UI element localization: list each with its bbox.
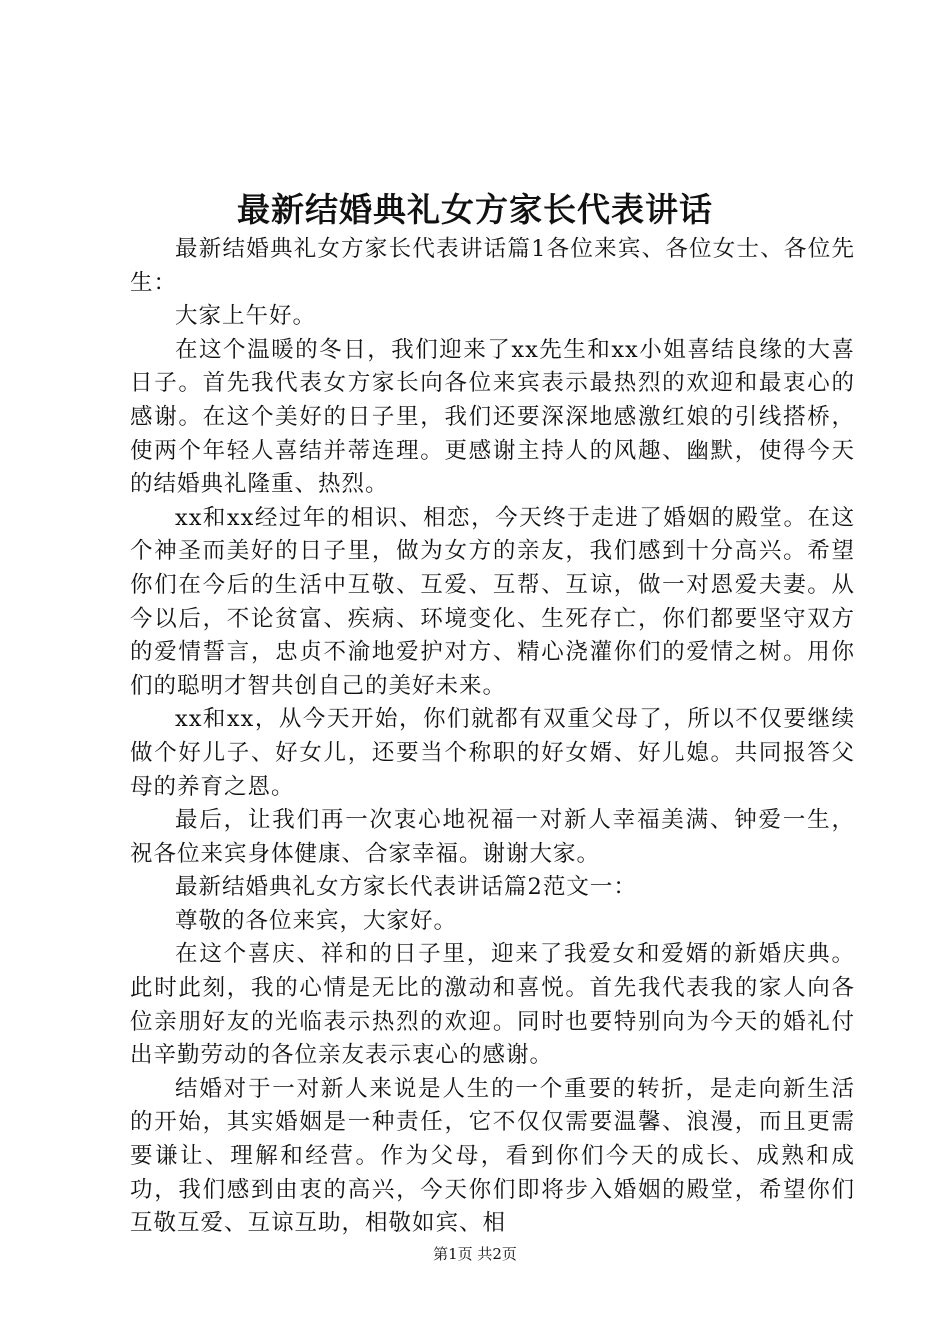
- document-title: 最新结婚典礼女方家长代表讲话: [237, 190, 713, 229]
- page-footer: 第1页 共2页: [433, 1245, 517, 1263]
- paragraph-10: 结婚对于一对新人来说是人生的一个重要的转折，是走向新生活的开始，其实婚姻是一种责任，它不仅仅需要温馨、浪漫，而且更需要谦让、理解和经营。作为父母，看到你们今天的成长、成熟和成功，我们感到由衷的高兴，今天你们即将步入婚姻的殿堂，希望你们互敬互爱、互谅互助，相敬如宾、相: [130, 1075, 855, 1237]
- paragraph-7: 最新结婚典礼女方家长代表讲话篇2范文一：: [175, 874, 637, 901]
- paragraph-6: 最后，让我们再一次衷心地祝福一对新人幸福美满、钟爱一生，祝各位来宾身体健康、合家幸福。谢谢大家。: [130, 807, 855, 867]
- paragraph-4: xx和xx经过年的相识、相恋，今天终于走进了婚姻的殿堂。在这个神圣而美好的日子里，做为女方的亲友，我们感到十分高兴。希望你们在今后的生活中互敬、互爱、互帮、互谅，做一对恩爱夫妻。从今以后，不论贫富、疾病、环境变化、生死存亡，你们都要坚守双方的爱情誓言，忠贞不渝地爱护对方、精心浇灌你们的爱情之树。用你们的聪明才智共创自己的美好未来。: [130, 504, 855, 699]
- paragraph-8: 尊敬的各位来宾，大家好。: [175, 907, 458, 934]
- paragraph-3: 在这个温暖的冬日，我们迎来了xx先生和xx小姐喜结良缘的大喜日子。首先我代表女方家长向各位来宾表示最热烈的欢迎和最衷心的感谢。在这个美好的日子里，我们还要深深地感激红娘的引线搭桥，使两个年轻人喜结并蒂连理。更感谢主持人的风趣、幽默，使得今天的结婚典礼隆重、热烈。: [130, 336, 855, 498]
- paragraph-9: 在这个喜庆、祥和的日子里，迎来了我爱女和爱婿的新婚庆典。此时此刻，我的心情是无比的激动和喜悦。首先我代表我的家人向各位亲朋好友的光临表示热烈的欢迎。同时也要特别向为今天的婚礼付出辛勤劳动的各位亲友表示衷心的感谢。: [130, 941, 855, 1069]
- document-body: [130, 233, 855, 1241]
- paragraph-5: xx和xx，从今天开始，你们就都有双重父母了，所以不仅要继续做个好儿子、好女儿，还要当个称职的好女婿、好儿媳。共同报答父母的养育之恩。: [130, 706, 855, 800]
- paragraph-2: 大家上午好。: [175, 303, 317, 330]
- paragraph-1: 最新结婚典礼女方家长代表讲话篇1各位来宾、各位女士、各位先生：: [130, 236, 855, 296]
